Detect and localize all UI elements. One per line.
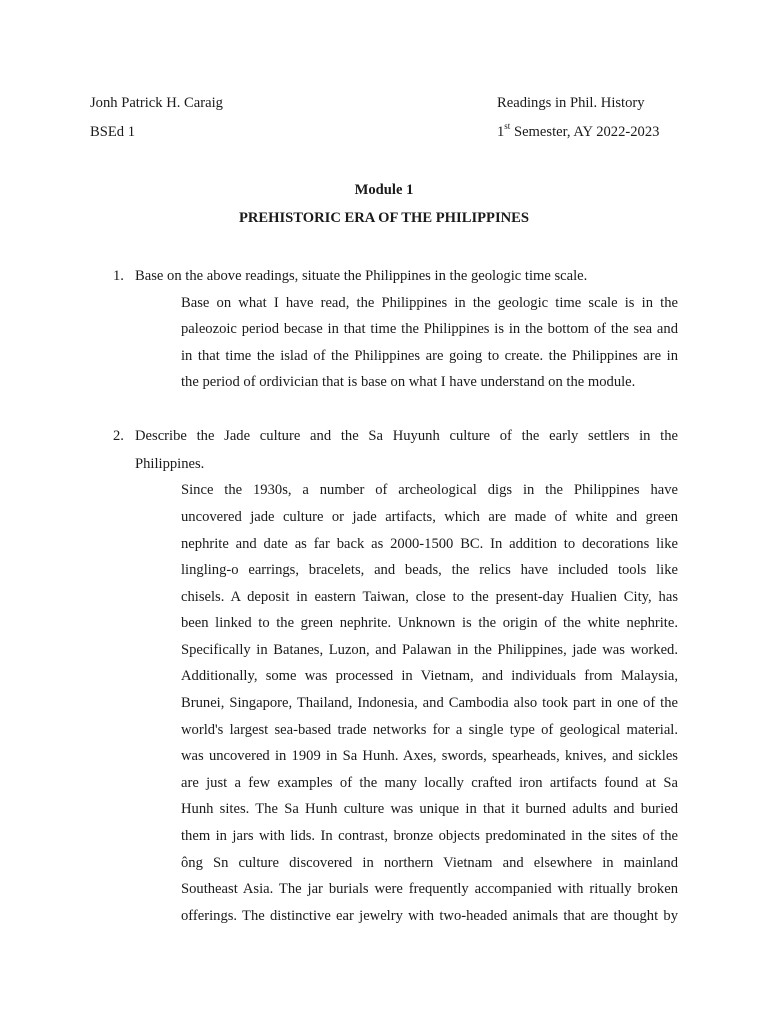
semester-text: Semester, AY 2022-2023 — [510, 124, 660, 140]
answer-line: been linked to the green nephrite. Unknown is the origin of the white nephrite. — [181, 615, 678, 631]
semester-ordinal: st — [504, 121, 511, 132]
answer-line: Base on what I have read, the Philippines in the geologic time scale is in the — [181, 295, 678, 311]
answer-line: Brunei, Singapore, Thailand, Indonesia, and Cambodia also took part in one of the — [181, 695, 678, 711]
answer-line: the period of ordivician that is base on what I have understand on the module. — [181, 374, 636, 390]
answer-line: chisels. A deposit in eastern Taiwan, close to the present-day Hualien City, has — [181, 589, 678, 605]
question-text: Philippines. — [135, 456, 205, 472]
answer-line: in that time the islad of the Philippines are going to create. the Philippines are in — [181, 348, 678, 364]
semester-number: 1 — [497, 124, 505, 140]
question-text: Describe the Jade culture and the Sa Huyunh culture of the early settlers in the — [135, 428, 678, 444]
answer-line: Additionally, some was processed in Vietnam, and individuals from Malaysia, — [181, 668, 678, 684]
module-label: Module 1 — [354, 182, 414, 198]
question-text: Base on the above readings, situate the Philippines in the geologic time scale. — [135, 268, 588, 284]
answer-line: Specifically in Batanes, Luzon, and Palawan in the Philippines, jade was worked. — [181, 642, 678, 658]
answer-line: lingling-o earrings, bracelets, and beads, the relics have included tools like — [181, 562, 678, 578]
subject-title: Readings in Phil. History — [497, 95, 645, 111]
question-number: 1. — [113, 268, 124, 284]
answer-line: Since the 1930s, a number of archeological digs in the Philippines have — [181, 482, 678, 498]
answer-line: was uncovered in 1909 in Sa Hunh. Axes, swords, spearheads, knives, and sickles — [181, 748, 678, 764]
course-section: BSEd 1 — [90, 124, 136, 140]
semester-line — [497, 121, 660, 141]
answer-line: paleozoic period becase in that time the Philippines is in the bottom of the sea and — [181, 321, 678, 337]
answer-line: them in jars with lids. In contrast, bronze objects predominated in the sites of the — [181, 828, 678, 844]
answer-line: offerings. The distinctive ear jewelry with two-headed animals that are thought by — [181, 908, 678, 924]
module-title: PREHISTORIC ERA OF THE PHILIPPINES — [238, 210, 530, 226]
answer-line: ông Sn culture discovered in northern Vietnam and elsewhere in mainland — [181, 855, 678, 871]
answer-line: are just a few examples of the many locally crafted iron artifacts found at Sa — [181, 775, 678, 791]
answer-line: nephrite and date as far back as 2000-1500 BC. In addition to decorations like — [181, 536, 678, 552]
answer-line: uncovered jade culture or jade artifacts, which are made of white and green — [181, 509, 678, 525]
question-number: 2. — [113, 428, 124, 444]
answer-line: Hunh sites. The Sa Hunh culture was unique in that it burned adults and buried — [181, 801, 678, 817]
answer-line: world's largest sea-based trade networks for a single type of geological material. — [181, 722, 678, 738]
student-name: Jonh Patrick H. Caraig — [90, 95, 223, 111]
answer-line: Southeast Asia. The jar burials were frequently accompanied with ritually broken — [181, 881, 678, 897]
